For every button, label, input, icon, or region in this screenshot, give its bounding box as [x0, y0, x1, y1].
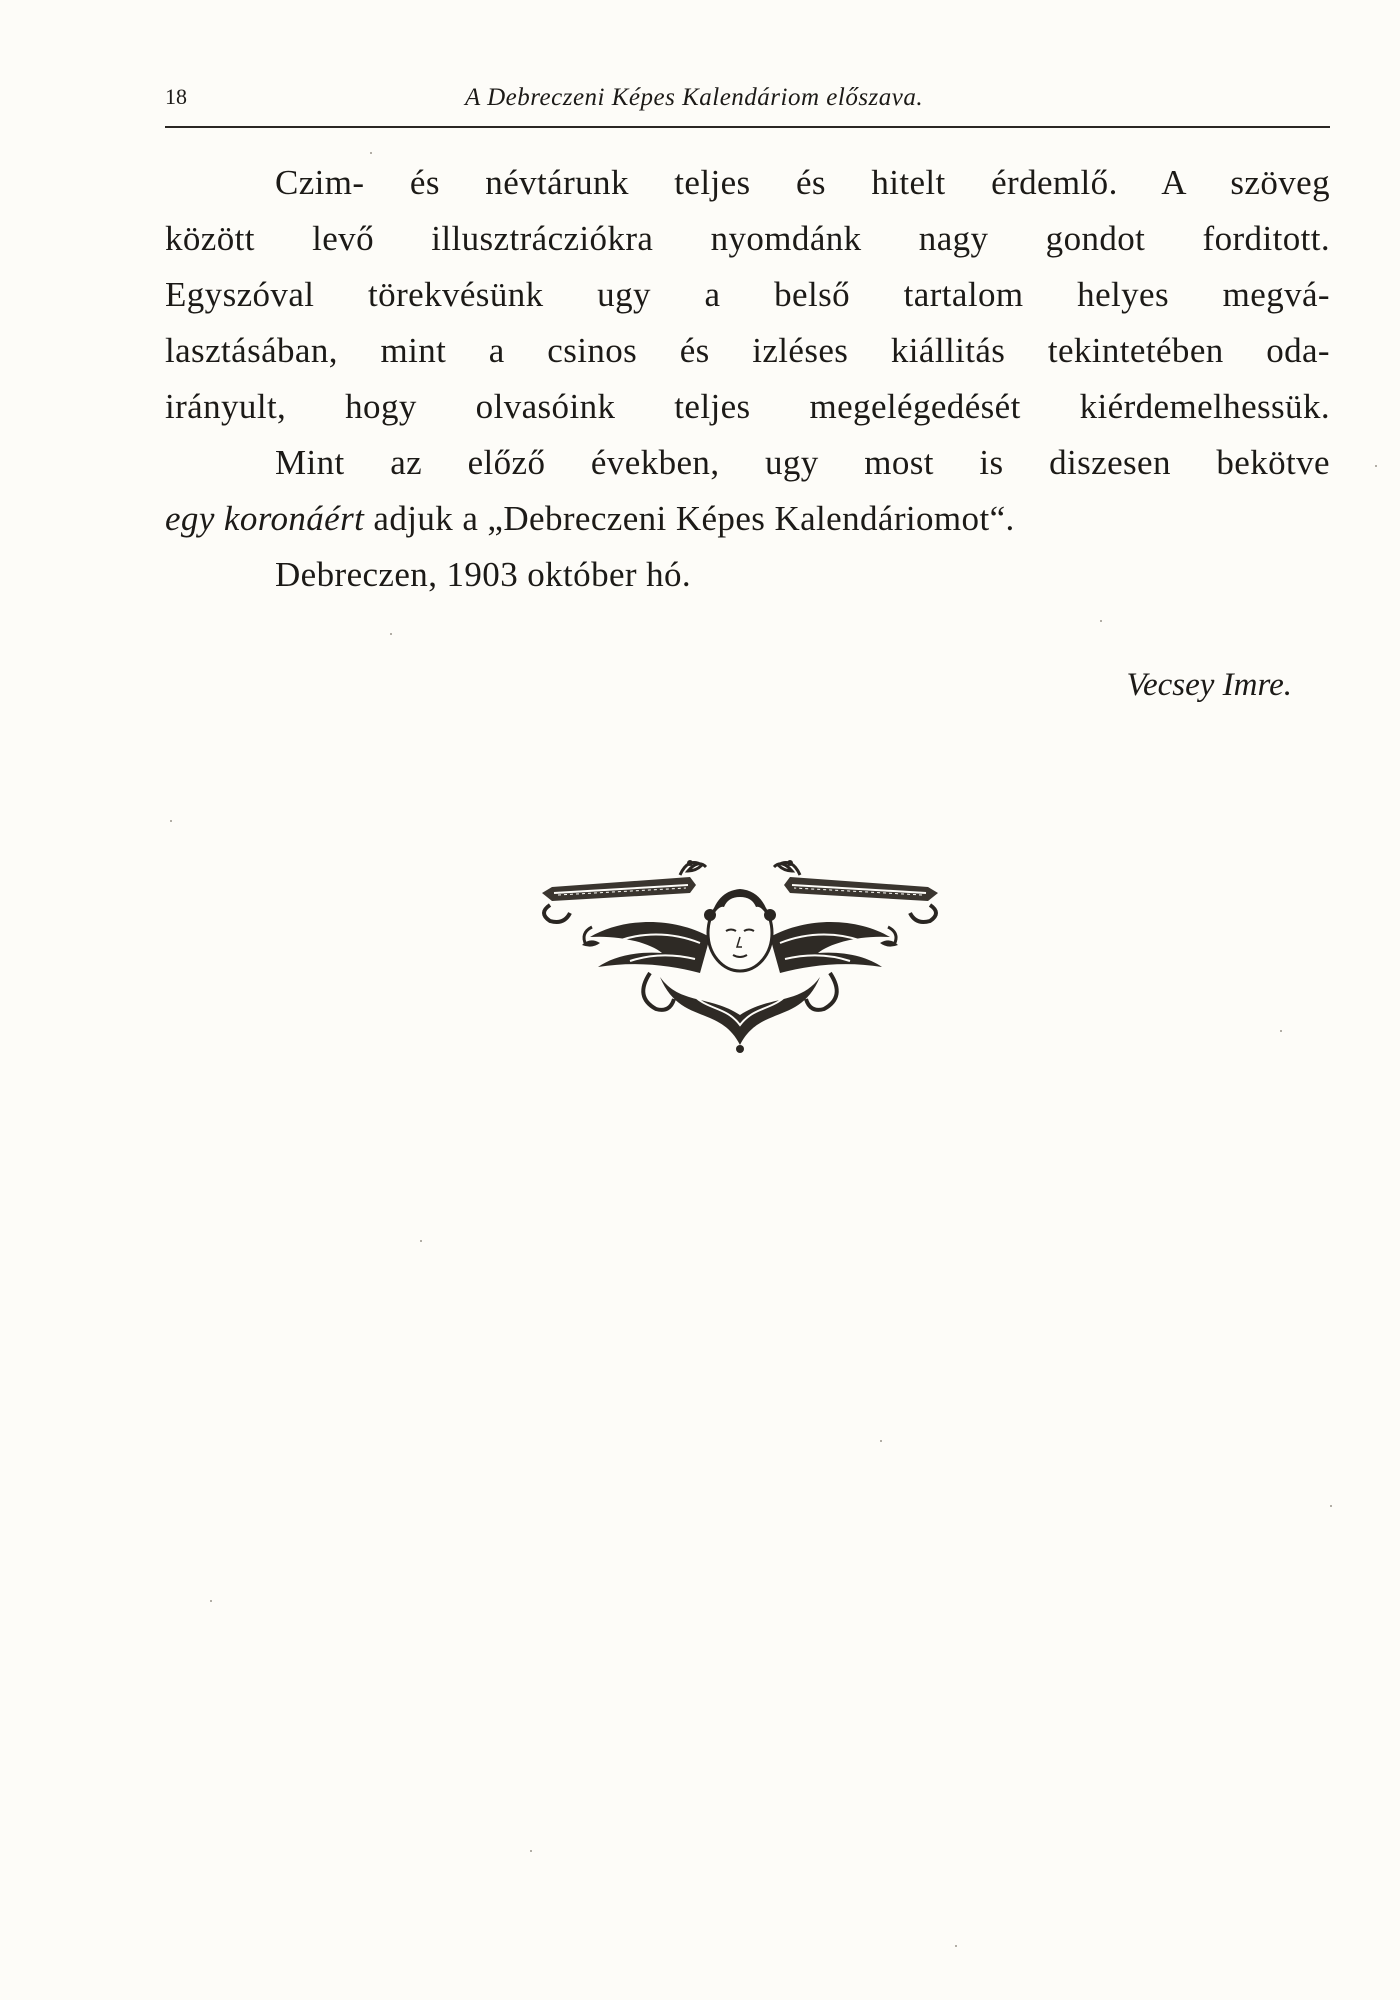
italic-phrase: egy koronáért: [165, 499, 365, 538]
paragraph-1: [165, 155, 1330, 435]
text-line: Czim- és névtárunk teljes és hitelt érdemlő. A szöveg: [275, 163, 1330, 202]
running-head: [165, 78, 1330, 118]
paper-speck: [420, 1240, 422, 1242]
text-line: Egyszóval törekvésünk ugy a belső tartalom helyes megvá-: [165, 275, 1330, 314]
text-line: lasztásában, mint a csinos és izléses kiállitás tekintetében oda-: [165, 331, 1330, 370]
body-text: [165, 155, 1330, 603]
paper-speck: [1375, 465, 1377, 467]
paper-speck: [390, 633, 392, 635]
text-line: Mint az előző években, ugy most is diszesen bekötve: [275, 443, 1330, 482]
dateline: Debreczen, 1903 október hó.: [275, 555, 692, 594]
paper-speck: [955, 1945, 957, 1947]
text-line: [165, 491, 1330, 547]
page-number: 18: [165, 84, 187, 109]
text-fragment: adjuk a „Debreczeni Képes Kalendáriomot“.: [364, 499, 1015, 538]
text-line: között levő illusztrácziókra nyomdánk nagy gondot forditott.: [165, 219, 1330, 258]
paper-speck: [170, 820, 172, 822]
text-line: irányult, hogy olvasóink teljes megelégedését kiérdemelhessük.: [165, 387, 1330, 426]
signature: Vecsey Imre.: [1126, 667, 1292, 703]
cherub-ornament-icon: [540, 855, 940, 1055]
paragraph-2: [165, 435, 1330, 547]
paper-speck: [530, 1850, 532, 1852]
running-title: A Debreczeni Képes Kalendáriom előszava.: [465, 84, 924, 111]
paper-speck: [210, 1600, 212, 1602]
paper-speck: [880, 1440, 882, 1442]
paper-speck: [1330, 1505, 1332, 1507]
paper-speck: [1280, 1030, 1282, 1032]
header-rule: [165, 126, 1330, 128]
paper-speck: [1100, 620, 1102, 622]
paper-speck: [370, 152, 372, 154]
